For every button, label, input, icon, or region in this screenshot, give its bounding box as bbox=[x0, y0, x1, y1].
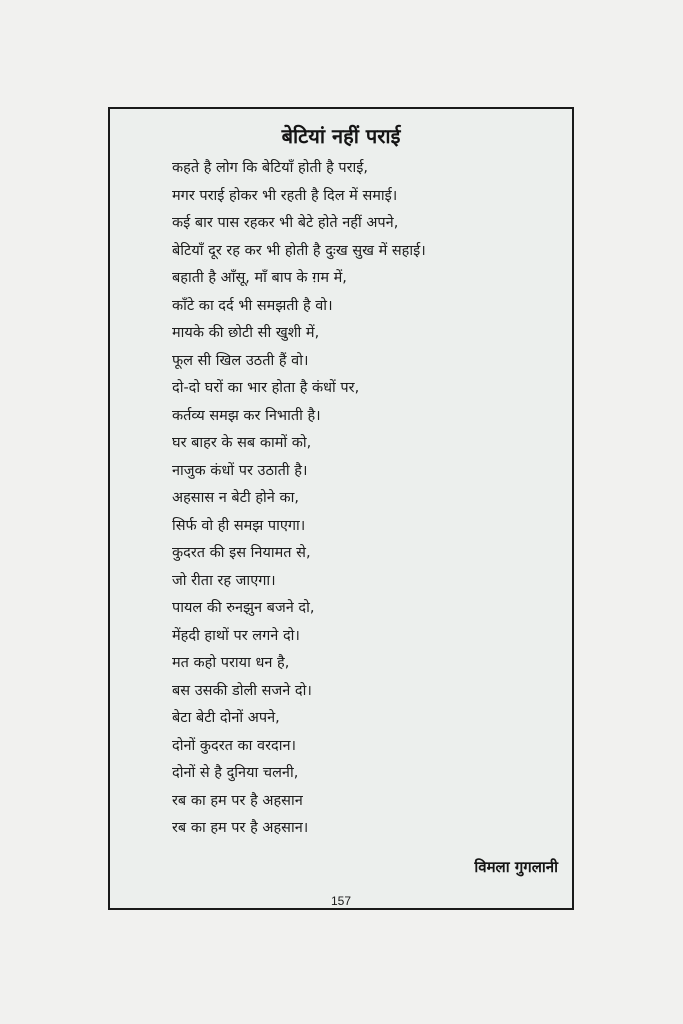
poem-line: बहाती है आँसू, माँ बाप के ग़म में, bbox=[172, 270, 347, 286]
poem-line: दोनों कुदरत का वरदान। bbox=[172, 737, 296, 754]
poem-line: पायल की रुनझुन बजने दो, bbox=[172, 600, 315, 616]
poem-line: नाजुक कंधों पर उठाती है। bbox=[172, 462, 308, 479]
poem-line: कर्तव्य समझ कर निभाती है। bbox=[172, 407, 321, 424]
poem-line: मत कहो पराया धन है, bbox=[172, 655, 290, 671]
poem-line: घर बाहर के सब कामों को, bbox=[172, 435, 312, 451]
poem-line: बेटा बेटी दोनों अपने, bbox=[172, 710, 280, 726]
poem-line: रब का हम पर है अहसान। bbox=[172, 820, 309, 836]
poem-title: बेटियां नहीं पराई bbox=[281, 124, 401, 148]
poem-line: मायके की छोटी सी खुशी में, bbox=[172, 325, 320, 341]
poem-line: दो-दो घरों का भार होता है कंधों पर, bbox=[172, 380, 360, 396]
poem-line: काँटे का दर्द भी समझती है वो। bbox=[172, 297, 333, 314]
poem-line: फूल सी खिल उठती हैं वो। bbox=[172, 352, 309, 369]
poem-line: रब का हम पर है अहसान bbox=[172, 792, 303, 809]
book-page bbox=[108, 107, 574, 910]
poem-line: जो रीता रह जाएगा। bbox=[172, 572, 276, 589]
poem-line: मेंहदी हाथों पर लगने दो। bbox=[172, 627, 300, 644]
poem-line: सिर्फ वो ही समझ पाएगा। bbox=[172, 517, 306, 534]
poem-line: बस उसकी डोली सजने दो। bbox=[172, 682, 312, 699]
poem-line: मगर पराई होकर भी रहती है दिल में समाई। bbox=[172, 187, 398, 204]
poem-line: बेटियाँ दूर रह कर भी होती है दुःख सुख में सहाई। bbox=[172, 242, 426, 259]
poem-author: विमला गुगलानी bbox=[474, 858, 558, 876]
poem-line: कहते है लोग कि बेटियाँ होती है पराई, bbox=[172, 160, 369, 176]
page-number: 157 bbox=[330, 894, 352, 908]
poem-line: अहसास न बेटी होने का, bbox=[172, 490, 299, 506]
poem-line: कई बार पास रहकर भी बेटे होते नहीं अपने, bbox=[172, 215, 399, 231]
poem-body bbox=[172, 155, 572, 843]
poem-line: कुदरत की इस नियामत से, bbox=[172, 545, 311, 561]
poem-line: दोनों से है दुनिया चलनी, bbox=[172, 765, 299, 781]
